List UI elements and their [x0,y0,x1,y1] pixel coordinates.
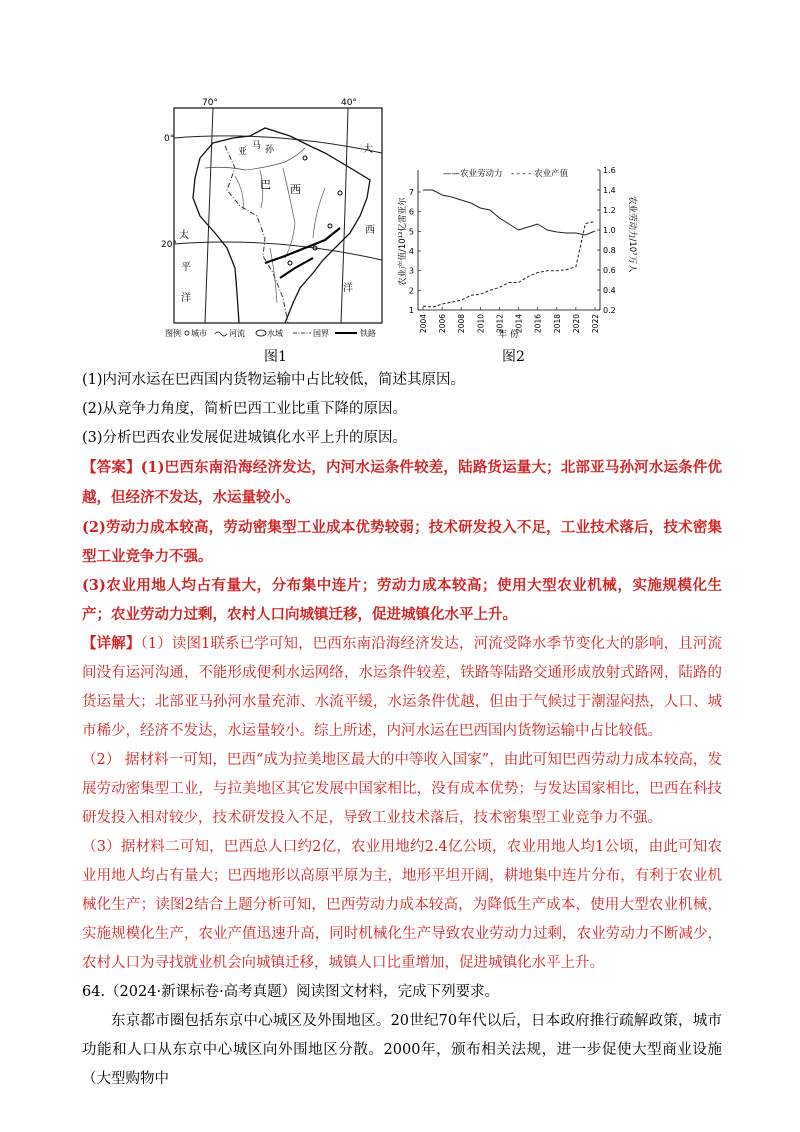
document-body [82,366,722,1094]
series-output-line [423,222,595,308]
brazil-map [161,98,392,345]
map-legend-item: 水域 [267,329,283,338]
question-1: (1)内河水运在巴西国内货物运输中占比较低，简述其原因。 [82,372,466,388]
map-legend-item: 国界 [313,329,329,338]
map-char: 洋 [343,283,353,294]
left-tick-label: 5 [408,227,414,237]
lon-label: 40° [341,98,357,108]
left-tick-label: 2 [408,286,414,296]
answer-1: 【答案】(1)巴西东南沿海经济发达，内河水运条件较差，陆路货运量大；北部亚马孙河水运条件优越，但经济不发达，水运量较小。 [82,459,722,506]
left-tick-label: 1 [408,306,414,315]
question-2: (2)从竞争力角度，简析巴西工业比重下降的原因。 [82,401,408,417]
x-tick-label: 2014 [514,314,524,334]
map-char: 马 [252,141,262,151]
map-legend-item: 河流 [229,329,245,338]
left-tick-label: 4 [408,247,414,256]
map-legend-prefix: 图例 [165,329,181,338]
right-tick-label: 1.4 [603,186,616,195]
x-tick-label: 2004 [419,314,428,334]
detail-2: （2） 据材料一可知，巴西“成为拉美地区最大的中等收入国家”，由此可知巴西劳动力成本较高，发展劳动密集型工业，与拉美地区其它发展中国家相比，没有成本优势；与发达国家相比，巴西在科技研发投入相对较少，技术研发投入不足，导致工业技术落后，技术密集型工业竞争力不强。 [82,752,722,826]
agri-chart [393,162,636,340]
right-tick-label: 1.6 [603,166,616,175]
map-legend-item: 城市 [191,329,207,338]
lat-label: 20° [161,240,177,250]
map-char: 孙 [265,145,275,155]
x-tick-label: 2010 [476,314,486,334]
left-tick-label: 6 [408,207,414,217]
map-char: 西 [290,183,301,196]
x-tick-label: 2018 [552,314,562,334]
map-legend-item: 铁路 [360,329,376,338]
answer-3: (3)农业用地人均占有量大，分布集中连片；劳动力成本较高；使用大型农业机械，实施规模化生产；农业劳动力过剩，农村人口向城镇迁移，促进城镇化水平上升。 [82,577,722,623]
x-tick-label: 2020 [571,314,581,334]
left-axis-label: 农业产值/10¹²亿雷亚尔 [398,197,408,286]
question-64-header: 64.（2024·新课标卷·高考真题）阅读图文材料，完成下列要求。 [82,984,500,1000]
map-char: 太 [179,230,189,241]
left-tick-label: 3 [408,266,414,276]
detail-3: （3）据材料二可知，巴西总人口约2亿，农业用地约2.4亿公顷，农业用地人均1公顷，由此可知农业用地人均占有量大；巴西地形以高原平原为主，地形平坦开阔，耕地集中连片分布，有利于农业机械化生产；读图2结合上题分析可知，巴西劳动力成本较高，为降低生产成本，使用大型农业机械，实施规模化生产，农业产值迅速升高，同时机械化生产导致农业劳动力过剩，农业劳动力不断减少，农村人口为寻找就业机会向城镇迁移，城镇人口比重增加，促进城镇化水平上升。 [82,839,722,971]
x-tick-label: 2016 [533,314,543,334]
right-tick-label: 0.2 [603,306,616,315]
figure1-caption: 图1 [264,349,287,365]
map-char: 亚 [238,147,248,157]
right-tick-label: 1.2 [603,206,616,215]
map-char: 大 [363,144,373,155]
figure2-caption: 图2 [502,349,525,365]
x-tick-label: 2008 [457,314,467,334]
x-axis-label: 年 份 [498,330,519,340]
right-tick-label: 1.0 [603,226,616,235]
right-tick-label: 0.8 [603,246,616,255]
question-3: (3)分析巴西农业发展促进城镇化水平上升的原因。 [82,430,408,446]
detail-tag: 【详解】 [82,635,141,652]
right-tick-label: 0.6 [603,266,616,275]
detail-1: 【详解】（1）读图1联系已学可知，巴西东南沿海经济发达，河流受降水季节变化大的影响，且河流间没有运河沟通，不能形成便利水运网络，水运条件较差，铁路等陆路交通形成放射式路网，陆路的货运量大；北部亚马孙河水量充沛、水流平缓，水运条件优越，但由于气候过于潮湿闷热，人口、城市稀少，经济不发达，水运量较小。综上所述，内河水运在巴西国内货物运输中占比较低。 [82,635,722,739]
right-axis-label: 农业劳动力/10⁷万人 [627,196,637,273]
series-labor-line [423,190,595,235]
chart-legend-output: - - - - 农业产值 [511,169,569,179]
chart-legend-labor: ——农业劳动力 [443,169,503,179]
x-tick-label: 2006 [438,314,448,334]
lat-label: 0° [164,134,175,144]
left-tick-label: 7 [408,188,414,197]
map-char: 巴 [260,178,271,191]
lon-label: 70° [202,98,218,108]
map-char: 洋 [181,293,191,304]
right-tick-label: 0.4 [603,286,616,295]
map-char: 平 [181,262,191,273]
map-char: 西 [365,225,375,236]
answer-2: (2)劳动力成本较高，劳动密集型工业成本优势较弱；技术研发投入不足，工业技术落后，技术密集型工业竞争力不强。 [82,519,722,565]
answer-tag: 【答案】 [82,459,141,476]
question-64-paragraph: 东京都市圈包括东京中心城区及外围地区。20世纪70年代以后，日本政府推行疏解政策，城市功能和人口从东京中心城区向外围地区分散。2000年，颁布相关法规，进一步促使大型商业设施（大型购物中 [82,1013,722,1087]
x-tick-label: 2022 [591,314,600,334]
x-tick-label: 2012 [495,314,505,334]
